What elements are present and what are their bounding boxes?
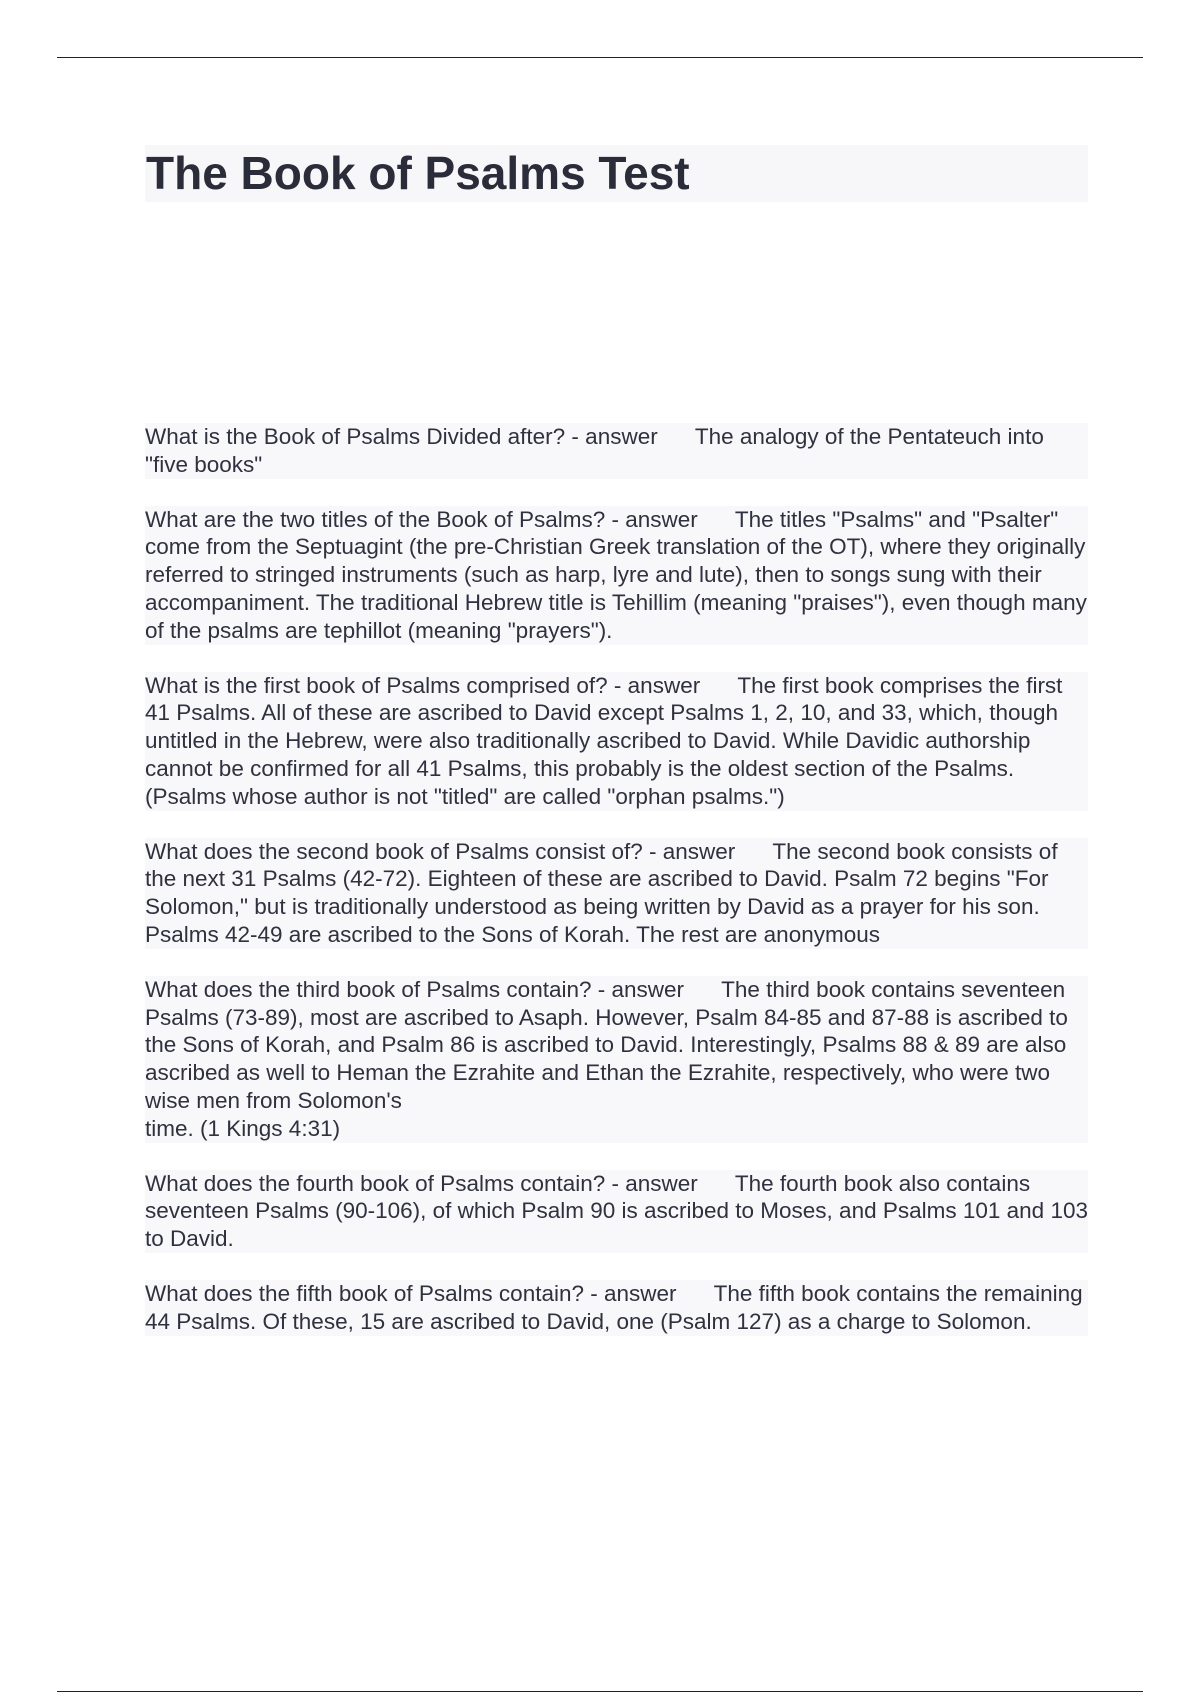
qa-item-7	[145, 1280, 1088, 1336]
qa-item-5	[145, 976, 1088, 1143]
question-text: What does the second book of Psalms consist of? - answer	[145, 838, 736, 864]
page-title: The Book of Psalms Test	[146, 147, 690, 199]
question-text: What does the fifth book of Psalms contain? - answer	[145, 1280, 677, 1306]
answer-text: The second book consists of the next 31 Psalms (42-72). Eighteen of these are ascribed to David. Psalm 72 begins "For Solomon," but is traditionally understood as being written by David as a prayer for his son. Psalms 42-49 are ascribed to the Sons of Korah. The rest are anonymous	[145, 838, 1058, 947]
answer-text-continued: time. (1 Kings 4:31)	[145, 1115, 341, 1141]
qa-item-3	[145, 672, 1088, 811]
question-text: What is the first book of Psalms comprised of? - answer	[145, 672, 701, 698]
title-block	[145, 145, 1088, 202]
qa-item-2	[145, 506, 1088, 645]
answer-text: The first book comprises the first 41 Psalms. All of these are ascribed to David except Psalms 1, 2, 10, and 33, which, though untitled in the Hebrew, were also traditionally ascribed to David. While Davidic authorship cannot be confirmed for all 41 Psalms, this probably is the oldest section of the Psalms. (Psalms whose author is not "titled" are called "orphan psalms.")	[145, 672, 1063, 809]
question-text: What does the fourth book of Psalms contain? - answer	[145, 1170, 698, 1196]
qa-item-4	[145, 838, 1088, 949]
question-text: What does the third book of Psalms contain? - answer	[145, 976, 685, 1002]
qa-list	[145, 423, 1088, 1363]
answer-text: The analogy of the Pentateuch into "five books"	[145, 424, 1044, 477]
question-text: What is the Book of Psalms Divided after? - answer	[145, 424, 658, 449]
qa-item-6	[145, 1170, 1088, 1253]
answer-text: The fifth book contains the remaining 44 Psalms. Of these, 15 are ascribed to David, one (Psalm 127) as a charge to Solomon.	[145, 1280, 1083, 1334]
answer-text: The titles "Psalms" and "Psalter" come from the Septuagint (the pre-Christian Greek translation of the OT), where they originally referred to stringed instruments (such as harp, lyre and lute), then to songs sung with their accompaniment. The traditional Hebrew title is Tehillim (meaning "praises"), even though many of the psalms are tephillot (meaning "prayers").	[145, 506, 1087, 643]
question-text: What are the two titles of the Book of Psalms? - answer	[145, 506, 698, 532]
answer-text: The fourth book also contains seventeen Psalms (90-106), of which Psalm 90 is ascribed to Moses, and Psalms 101 and 103 to David.	[145, 1170, 1088, 1252]
qa-item-1	[145, 423, 1088, 479]
footer-rule	[57, 1691, 1143, 1692]
answer-text: The third book contains seventeen Psalms (73-89), most are ascribed to Asaph. However, Psalm 84-85 and 87-88 is ascribed to the Sons of Korah, and Psalm 86 is ascribed to David. Interestingly, Psalms 88 & 89 are also ascribed as well to Heman the Ezrahite and Ethan the Ezrahite, respectively, who were two wise men from Solomon's	[145, 976, 1068, 1113]
header-rule	[57, 57, 1143, 58]
